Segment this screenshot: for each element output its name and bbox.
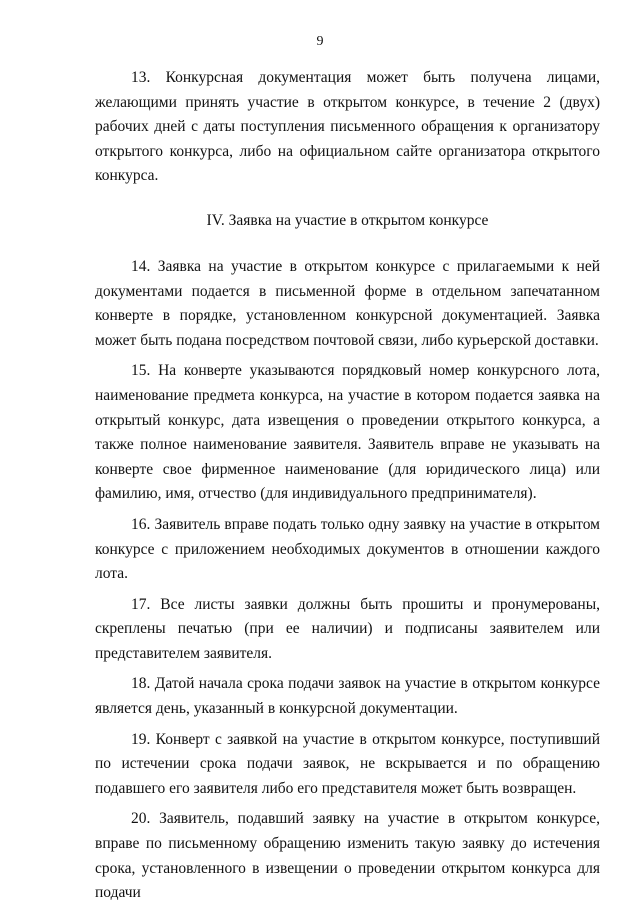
section-heading: IV. Заявка на участие в открытом конкурсе bbox=[206, 211, 489, 229]
paragraph-13: 13. Конкурсная документация может быть получена лицами, желающими принять участие в открытом конкурсе, в течение 2 (двух) рабочих дней с даты поступления письменного обращения к организатору открытого конкурса, либо на официальном сайте организатора открытого конкурса. bbox=[95, 69, 600, 185]
paragraph-20: 20. Заявитель, подавший заявку на участие в открытом конкурсе, вправе по письменному обращению изменить такую заявку до истечения срока, установленного в извещении о проведении открытом конкурса для подачи bbox=[95, 810, 600, 902]
document-body bbox=[95, 66, 600, 906]
paragraph-16: 16. Заявитель вправе подать только одну заявку на участие в открытом конкурсе с приложением необходимых документов в отношении каждого лота. bbox=[95, 515, 600, 583]
paragraph-19: 19. Конверт с заявкой на участие в открытом конкурсе, поступивший по истечении срока подачи заявок, не вскрывается и по обращению подавшего его заявителя либо его представителя может быть возвращен. bbox=[95, 730, 600, 797]
paragraph-17: 17. Все листы заявки должны быть прошиты и пронумерованы, скреплены печатью (при ее наличии) и подписаны заявителем или представителем заявителя. bbox=[95, 595, 600, 662]
page-number: 9 bbox=[316, 34, 324, 49]
paragraph-18: 18. Датой начала срока подачи заявок на участие в открытом конкурсе является день, указанный в конкурсной документации. bbox=[95, 675, 600, 718]
paragraph-14: 14. Заявка на участие в открытом конкурсе с прилагаемыми к ней документами подается в письменной форме в отдельном запечатанном конверте в порядке, установленном конкурсной документацией. Заявка может быть подана посредством почтовой связи, либо курьерской доставки. bbox=[95, 257, 600, 349]
paragraph-15: 15. На конверте указываются порядковый номер конкурсного лота, наименование предмета конкурса, на участие в котором подается заявка на открытый конкурс, дата извещения о проведении открытого конкурса, а также полное наименование заявителя. Заявитель вправе не указывать на конверте свое фирменное наименование (для юридического лица) или фамилию, имя, отчество (для индивидуального предпринимателя). bbox=[95, 362, 600, 503]
